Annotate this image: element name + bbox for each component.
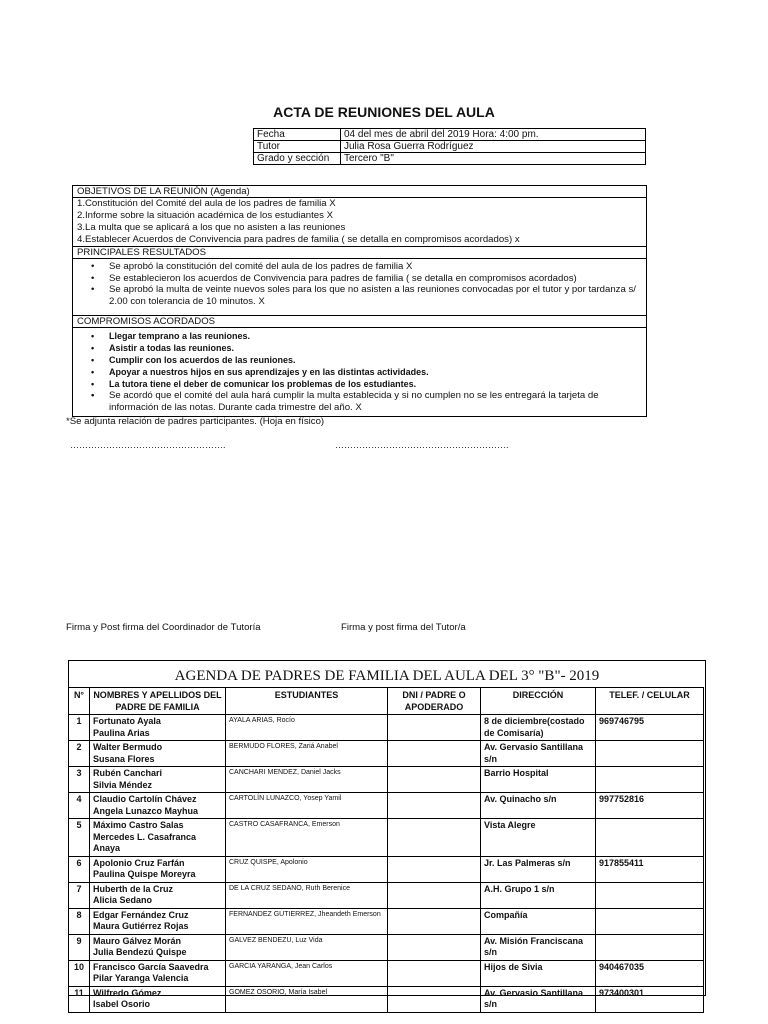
table-row — [69, 741, 704, 767]
result-item: • Se aprobó la multa de veinte nuevos soles para los que no asisten a las reuniones convocadas por el tutor y por tardanza s/ 2.00 con tolerancia de 10 minutos. X — [91, 284, 646, 307]
row-number: 4 — [69, 793, 90, 819]
parent-name: Apolonio Cruz Farfán — [93, 857, 185, 868]
parent-names — [90, 715, 226, 741]
meta-label: Fecha — [254, 129, 341, 141]
row-number: 3 — [69, 767, 90, 793]
parent-name: Isabel Osorio — [93, 999, 151, 1009]
commitment-item: • Apoyar a nuestros hijos en sus aprendizajes y en las distintas actividades. — [91, 366, 646, 378]
parent-names — [90, 767, 226, 793]
parent-name: Mauro Gálvez Morán — [93, 935, 182, 946]
table-row — [69, 767, 704, 793]
student-name: DE LA CRUZ SEDANO, Ruth Berenice — [226, 882, 388, 908]
col-header-dni: DNI / PADRE O APODERADO — [388, 688, 481, 715]
agenda-body — [69, 715, 704, 1013]
row-number: 7 — [69, 882, 90, 908]
address-cell: Barrio Hospital — [481, 767, 596, 793]
address-cell: 8 de diciembre(costado de Comisaría) — [481, 715, 596, 741]
student-name: CASTRO CASAFRANCA, Emerson — [226, 819, 388, 857]
student-name: BERMUDO FLORES, Zariá Anabel — [226, 741, 388, 767]
parent-name: Paulina Quispe Moreyra — [93, 869, 196, 879]
meta-label: Grado y sección — [254, 153, 341, 165]
address-cell: Vista Alegre — [481, 819, 596, 857]
student-name: CANCHARI MENDEZ, Daniel Jacks — [226, 767, 388, 793]
table-row — [69, 986, 704, 1012]
parent-name: Walter Bermudo — [93, 742, 163, 752]
row-number: 2 — [69, 741, 90, 767]
table-row — [69, 882, 704, 908]
results-heading: PRINCIPALES RESULTADOS — [73, 246, 646, 259]
table-row — [69, 793, 704, 819]
objective-item: 2.Informe sobre la situación académica de los estudiantes X — [77, 210, 333, 221]
meta-value: Julia Rosa Guerra Rodríguez — [341, 141, 646, 153]
parent-name: Angela Lunazco Mayhua — [93, 805, 199, 816]
address-cell: Av. Misión Franciscana s/n — [481, 934, 596, 960]
parent-name: Susana Flores — [93, 753, 155, 764]
parent-names — [90, 908, 226, 934]
meta-row-date — [254, 129, 646, 141]
student-name: CRUZ QUISPE, Apolonio — [226, 856, 388, 882]
row-number: 11 — [69, 986, 90, 1012]
phone-cell — [596, 908, 704, 934]
commitment-item: • Cumplir con los acuerdos de las reuniones. — [91, 354, 646, 366]
phone-cell: 917855411 — [596, 856, 704, 882]
parent-names — [90, 741, 226, 767]
table-row — [69, 960, 704, 986]
col-header-phone: TELEF. / CELULAR — [596, 688, 704, 715]
parent-name: Claudio Cartolín Chávez — [93, 794, 197, 804]
agenda-table — [68, 687, 704, 1013]
parent-name: Pilar Yaranga Valencia — [93, 973, 189, 983]
col-header-students: ESTUDIANTES — [226, 688, 388, 715]
meeting-details-box — [72, 185, 647, 417]
objectives-heading: OBJETIVOS DE LA REUNIÓN (Agenda) — [73, 186, 646, 198]
phone-cell — [596, 882, 704, 908]
row-number: 5 — [69, 819, 90, 857]
results-list — [73, 259, 646, 309]
dni-cell — [388, 882, 481, 908]
col-header-number: N° — [69, 688, 90, 715]
meta-label: Tutor — [254, 141, 341, 153]
dni-cell — [388, 960, 481, 986]
dni-cell — [388, 934, 481, 960]
parent-names — [90, 819, 226, 857]
table-row — [69, 908, 704, 934]
agenda-header-row — [69, 688, 704, 715]
parent-name: Wilfredo Gómez — [93, 987, 162, 998]
dni-cell — [388, 986, 481, 1012]
table-row — [69, 934, 704, 960]
parent-name: Fortunato Ayala — [93, 716, 161, 726]
agenda-title: AGENDA DE PADRES DE FAMILIA DEL AULA DEL 3° "B"- 2019 — [174, 668, 600, 684]
attachment-note: *Se adjunta relación de padres participantes. (Hoja en físico) — [66, 416, 325, 427]
result-item: • Se establecieron los acuerdos de Convivencia para padres de familia ( se detalla en compromisos acordados) — [91, 273, 646, 285]
phone-cell: 969746795 — [596, 715, 704, 741]
parent-name: Edgar Fernández Cruz — [93, 909, 189, 920]
student-name: GOMEZ OSORIO, María Isabel — [226, 986, 388, 1012]
parent-names — [90, 986, 226, 1012]
address-cell: Av. Gervasio Santillana s/n — [481, 986, 596, 1012]
address-cell: Hijos de Sivia — [481, 960, 596, 986]
address-cell: Av. Gervasio Santillana s/n — [481, 741, 596, 767]
meta-row-tutor — [254, 141, 646, 153]
dni-cell — [388, 767, 481, 793]
address-cell: A.H. Grupo 1 s/n — [481, 882, 596, 908]
student-name: AYALA ARIAS, Rocío — [226, 715, 388, 741]
parent-name: Mercedes L. Casafranca Anaya — [93, 831, 197, 853]
commitments-list — [73, 328, 646, 416]
student-name: CARTOLÍN LUNAZCO, Yosep Yamil — [226, 793, 388, 819]
objective-item: 3.La multa que se aplicará a los que no asisten a las reuniones — [77, 222, 346, 233]
meta-value: Tercero "B" — [341, 153, 646, 165]
student-name: GALVEZ BENDEZU, Luz Vida — [226, 934, 388, 960]
parent-name: Julia Bendezú Quispe — [93, 947, 187, 957]
student-name: GARCIA YARANGA, Jean Carlos — [226, 960, 388, 986]
parent-name: Francisco García Saavedra — [93, 961, 209, 972]
phone-cell — [596, 767, 704, 793]
dni-cell — [388, 715, 481, 741]
dni-cell — [388, 908, 481, 934]
phone-cell: 997752816 — [596, 793, 704, 819]
result-item: • Se aprobó la constitución del comité del aula de los padres de familia X — [91, 261, 646, 273]
commitment-item: • Llegar temprano a las reuniones. — [91, 330, 646, 342]
objective-item: 4.Establecer Acuerdos de Convivencia para padres de familia ( se detalla en compromisos acordados) x — [77, 234, 520, 245]
parent-names — [90, 934, 226, 960]
meta-table — [253, 128, 646, 165]
parents-agenda — [68, 660, 706, 1009]
meta-value: 04 del mes de abril del 2019 Hora: 4:00 pm. — [341, 129, 646, 141]
dni-cell — [388, 793, 481, 819]
document-title: ACTA DE REUNIONES DEL AULA — [273, 104, 495, 120]
col-header-address: DIRECCIÓN — [481, 688, 596, 715]
signature-label-coordinator: Firma y Post firma del Coordinador de Tutoría — [66, 622, 261, 633]
address-cell: Compañía — [481, 908, 596, 934]
row-number: 8 — [69, 908, 90, 934]
signature-label-tutor: Firma y post firma del Tutor/a — [341, 622, 466, 633]
parent-names — [90, 793, 226, 819]
signature-line-right: …………………………………………………. — [335, 440, 509, 450]
dni-cell — [388, 741, 481, 767]
phone-cell: 940467035 — [596, 960, 704, 986]
row-number: 10 — [69, 960, 90, 986]
parent-name: Máximo Castro Salas — [93, 820, 184, 830]
parent-names — [90, 882, 226, 908]
objective-item: 1.Constitución del Comité del aula de los padres de familia X — [77, 198, 336, 209]
commitments-heading: COMPROMISOS ACORDADOS — [73, 315, 646, 328]
parent-names — [90, 960, 226, 986]
parent-name: Silvia Méndez — [93, 779, 153, 790]
row-number: 6 — [69, 856, 90, 882]
commitment-item: • Se acordó que el comité del aula hará cumplir la multa establecida y si no cumplen no se les entregará la tarjeta de información de las notas. Durante cada trimestre del año. X — [91, 390, 646, 414]
address-cell: Av. Quinacho s/n — [481, 793, 596, 819]
meta-row-grade — [254, 153, 646, 165]
parent-name: Alicia Sedano — [93, 895, 153, 905]
row-number: 9 — [69, 934, 90, 960]
commitment-item: • La tutora tiene el deber de comunicar los problemas de los estudiantes. — [91, 378, 646, 390]
parent-name: Paulina Arias — [93, 727, 150, 738]
parent-name: Rubén Canchari — [93, 768, 163, 778]
address-cell: Jr. Las Palmeras s/n — [481, 856, 596, 882]
col-header-parents: NOMBRES Y APELLIDOS DEL PADRE DE FAMILIA — [90, 688, 226, 715]
dni-cell — [388, 856, 481, 882]
phone-cell — [596, 819, 704, 857]
phone-cell — [596, 934, 704, 960]
phone-cell — [596, 741, 704, 767]
phone-cell: 973400301 — [596, 986, 704, 1012]
parent-name: Maura Gutiérrez Rojas — [93, 921, 189, 931]
table-row — [69, 715, 704, 741]
table-row — [69, 856, 704, 882]
dni-cell — [388, 819, 481, 857]
row-number: 1 — [69, 715, 90, 741]
signature-line-left: ……………………………………………. — [70, 440, 226, 450]
parent-names — [90, 856, 226, 882]
commitment-item: • Asistir a todas las reuniones. — [91, 342, 646, 354]
table-row — [69, 819, 704, 857]
student-name: FERNANDEZ GUTIERREZ, Jheandeth Emerson — [226, 908, 388, 934]
parent-name: Huberth de la Cruz — [93, 883, 174, 894]
